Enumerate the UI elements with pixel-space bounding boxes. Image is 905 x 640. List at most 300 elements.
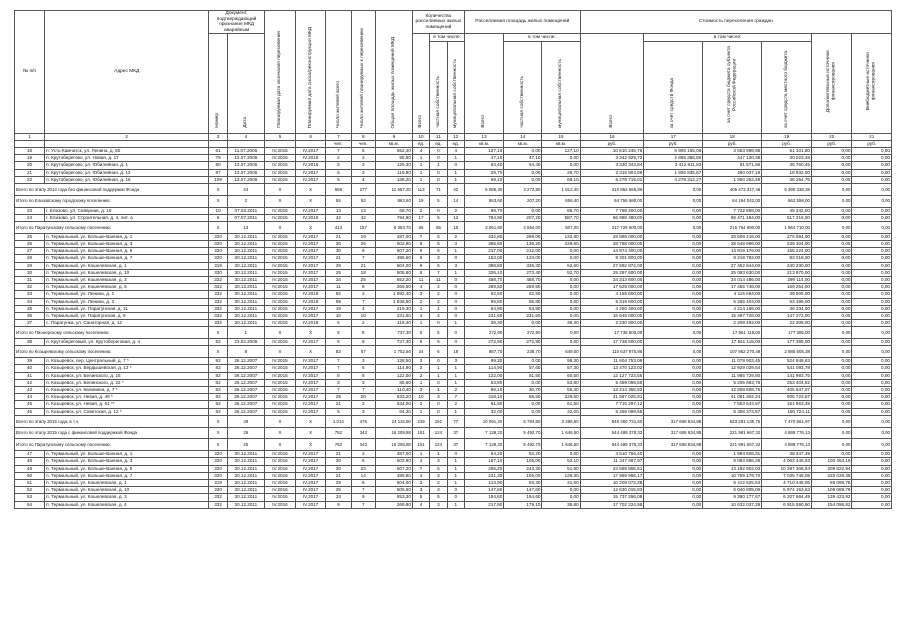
table-cell: 147,60: [464, 487, 503, 494]
table-cell: 13 182 902,03: [703, 465, 762, 472]
unit-cell: чел.: [351, 140, 375, 147]
table-cell: IV.2016: [296, 162, 326, 169]
subtotal-cell: 161: [412, 427, 429, 439]
table-row: [15, 451, 892, 458]
subtotal-cell: 413: [326, 221, 351, 233]
subtotal-cell: X: [264, 346, 295, 358]
subtotal-row: [15, 439, 892, 451]
table-cell: 552,40: [375, 147, 412, 154]
subtotal-cell: 5: [430, 195, 447, 207]
subtotal-cell: 887,70: [464, 346, 503, 358]
table-cell: 29,70: [464, 169, 503, 176]
table-cell: 505 723,67: [762, 394, 812, 401]
subtotal-cell: 16 208,88: [375, 439, 412, 451]
table-cell: 25: [326, 487, 351, 494]
table-cell: 11 347 487,97: [580, 458, 644, 465]
table-cell: 30.12.2011: [227, 494, 264, 501]
column-number-cell: 19: [762, 133, 812, 140]
table-row: [15, 458, 892, 465]
table-cell: 365,80: [464, 240, 503, 247]
table-cell: 8: [326, 339, 351, 346]
address-cell: п. Термальный, ул. Кошелевская, д. 10: [45, 269, 209, 276]
table-cell: 7: [447, 394, 464, 401]
table-cell: 0,00: [811, 277, 851, 284]
table-cell: 23: [15, 207, 45, 214]
unit-cell: руб.: [852, 140, 892, 147]
table-cell: 5: [412, 339, 429, 346]
table-cell: 25: [326, 394, 351, 401]
table-cell: 47,10: [464, 155, 503, 162]
table-cell: 25: [351, 240, 375, 247]
table-cell: 20: [15, 162, 45, 169]
table-cell: 23.03.2006: [227, 339, 264, 346]
table-cell: 0: [447, 291, 464, 298]
subtotal-cell: X: [264, 195, 295, 207]
table-cell: 1 993 806,31: [703, 451, 762, 458]
table-cell: 0,00: [644, 248, 703, 255]
table-cell: 0,00: [644, 262, 703, 269]
subtotal-cell: 523 281 135,75: [703, 415, 762, 427]
table-cell: 1: [412, 320, 429, 327]
table-cell: 11: [412, 277, 429, 284]
table-cell: 0,00: [811, 233, 851, 240]
subtotal-cell: 65: [412, 221, 429, 233]
table-cell: 320: [209, 458, 228, 465]
table-cell: 0: [447, 284, 464, 291]
subtotal-cell: 863,60: [464, 195, 503, 207]
table-cell: 109: [209, 176, 228, 183]
table-cell: 2 230 800,00: [580, 320, 644, 327]
table-cell: 85,60: [375, 379, 412, 386]
table-cell: 69,10: [542, 176, 580, 183]
table-cell: 62,50: [504, 291, 542, 298]
table-cell: 7: [351, 487, 375, 494]
subtotal-label: Всего по этапу 2015 года, в т.ч.: [15, 415, 209, 427]
table-cell: 320: [209, 248, 228, 255]
table-cell: 3: [430, 487, 447, 494]
table-cell: 231,60: [504, 313, 542, 320]
col-header-cost-total: Всего: [580, 34, 644, 133]
table-cell: IV.2017: [296, 465, 326, 472]
table-cell: 0,00: [644, 494, 703, 501]
table-cell: 29: [326, 480, 351, 487]
table-cell: 3: [412, 358, 429, 365]
table-cell: 50: [15, 472, 45, 479]
address-cell: с. Паратунка, ул. Санаторная, д. 12: [45, 320, 209, 327]
table-cell: 6: [430, 248, 447, 255]
table-cell: 4: [412, 458, 429, 465]
subtotal-cell: X: [209, 439, 228, 451]
address-cell: п. Термальный, ул. Больше-Банная, д. 5: [45, 248, 209, 255]
table-cell: 0: [447, 305, 464, 312]
subtotal-cell: 124: [430, 427, 447, 439]
table-cell: 12 630 015,83: [580, 487, 644, 494]
table-cell: 147 272,00: [762, 313, 812, 320]
table-cell: 4: [412, 147, 429, 154]
subtotal-cell: 2 554,00: [504, 221, 542, 233]
table-cell: IV.2017: [296, 408, 326, 415]
table-cell: 231,60: [464, 313, 503, 320]
subtotal-cell: 152: [430, 415, 447, 427]
table-cell: 269,50: [464, 284, 503, 291]
subtotal-label: Всего по этапу 2014 года без финансовой поддержки Фонда: [15, 183, 209, 195]
subtotal-row: [15, 195, 892, 207]
subtotal-cell: 5 492,70: [504, 427, 542, 439]
table-cell: 4: [351, 176, 375, 183]
table-cell: 34: [15, 298, 45, 305]
table-cell: 0,00: [852, 298, 892, 305]
address-cell: п. Козыревск, ул. Невая, д. 49 *: [45, 394, 209, 401]
subtotal-cell: X: [264, 439, 295, 451]
table-cell: IV.2016: [264, 451, 295, 458]
subtotal-cell: 24 115,90: [375, 415, 412, 427]
table-cell: IV.2017: [296, 487, 326, 494]
table-cell: 320: [209, 233, 228, 240]
col-header-cost-region: за счет средств бюджета субъекта Российской Федерации: [703, 41, 762, 133]
table-cell: IV.2017: [296, 305, 326, 312]
table-cell: 1: [430, 305, 447, 312]
address-cell: г. Елизово, ул. Строительная, д. 4, лит. а: [45, 214, 209, 221]
table-cell: 6: [430, 262, 447, 269]
address-cell: п. Крутоберегово, ул. Юбилейная, д. 12: [45, 169, 209, 176]
subtotal-row: [15, 183, 892, 195]
table-cell: 138,50: [375, 358, 412, 365]
table-cell: 0,00: [852, 465, 892, 472]
table-cell: 332: [209, 298, 228, 305]
table-cell: 26.12.2007: [227, 408, 264, 415]
col-header-doc-date: Дата: [227, 34, 264, 133]
subtotal-cell: 18: [447, 346, 464, 358]
table-cell: 273,40: [504, 269, 542, 276]
table-cell: 0: [447, 487, 464, 494]
subtotal-cell: 405 472 317,48: [703, 183, 762, 195]
subtotal-row: [15, 415, 892, 427]
subtotal-cell: 4 888 776,13: [762, 427, 812, 439]
table-cell: 7: [326, 147, 351, 154]
table-cell: 26.12.2007: [227, 365, 264, 372]
subtotal-cell: 8: [351, 327, 375, 339]
table-cell: 405 547,07: [762, 387, 812, 394]
table-cell: 6: [430, 465, 447, 472]
table-cell: 13.07.2006: [227, 176, 264, 183]
table-cell: 157,10: [464, 458, 503, 465]
column-number-cell: 11: [430, 133, 447, 140]
table-cell: 505,60: [375, 487, 412, 494]
table-cell: 0,00: [811, 169, 851, 176]
table-cell: 194,60: [504, 494, 542, 501]
table-cell: 30: [326, 248, 351, 255]
subtotal-cell: 0,00: [811, 195, 851, 207]
table-row: [15, 207, 892, 214]
subtotal-cell: X: [296, 415, 326, 427]
table-cell: 38,30: [464, 320, 503, 327]
table-cell: 219,30: [375, 305, 412, 312]
unit-cell: кв.м.: [375, 140, 412, 147]
subtotal-cell: X: [209, 327, 228, 339]
table-cell: 150 724,11: [762, 408, 812, 415]
table-cell: 0,00: [852, 233, 892, 240]
subtotal-cell: 1 964 710,00: [762, 221, 812, 233]
table-cell: 17: [412, 214, 429, 221]
table-cell: 23 689 855,51: [580, 465, 644, 472]
table-cell: 3: [326, 379, 351, 386]
table-cell: IV.2017: [296, 169, 326, 176]
table-cell: IV.2015: [264, 248, 295, 255]
subtotal-cell: X: [264, 327, 295, 339]
table-cell: 92: [326, 291, 351, 298]
table-cell: 336,30: [504, 262, 542, 269]
table-cell: 30.12.2011: [227, 313, 264, 320]
table-cell: 0,00: [852, 451, 892, 458]
table-cell: 22: [15, 176, 45, 183]
table-cell: 0,00: [542, 155, 580, 162]
address-cell: п. Термальный, ул. Кошелевская, д. 3: [45, 277, 209, 284]
table-cell: 0,00: [811, 262, 851, 269]
table-cell: 5 266 404,00: [703, 298, 762, 305]
subtotal-cell: 0: [447, 327, 464, 339]
table-cell: 0,00: [504, 408, 542, 415]
table-cell: 2: [351, 401, 375, 408]
table-cell: 0,00: [811, 305, 851, 312]
table-cell: 0,00: [542, 162, 580, 169]
table-cell: 231,60: [375, 313, 412, 320]
table-cell: 1: [430, 365, 447, 372]
table-cell: 0,00: [542, 487, 580, 494]
table-cell: 2: [447, 387, 464, 394]
table-cell: 1: [412, 305, 429, 312]
column-number-cell: 12: [447, 133, 464, 140]
address-cell: п. Термальный, ул. Паратунская, д. 6: [45, 313, 209, 320]
column-number-cell: 8: [351, 133, 375, 140]
table-cell: 13: [326, 207, 351, 214]
subtotal-cell: X: [264, 221, 295, 233]
table-cell: 229,60: [542, 394, 580, 401]
table-cell: 0,00: [811, 372, 851, 379]
table-cell: 0: [430, 358, 447, 365]
table-cell: 4: [412, 284, 429, 291]
table-cell: 127,10: [464, 147, 503, 154]
table-cell: 653,30: [375, 494, 412, 501]
table-cell: 0: [447, 339, 464, 346]
table-cell: IV.2017: [296, 255, 326, 262]
table-cell: 319: [209, 262, 228, 269]
table-cell: 0,00: [811, 394, 851, 401]
table-cell: 27: [15, 248, 45, 255]
table-cell: 2: [447, 233, 464, 240]
address-cell: п. Крутоберeговый, ул. Крутоберeговая, д. 4: [45, 339, 209, 346]
table-cell: 0,00: [852, 277, 892, 284]
table-cell: 0: [430, 147, 447, 154]
table-cell: 207,20: [504, 214, 542, 221]
col-header-rooms-total: Всего: [412, 34, 429, 133]
table-cell: 133,80: [542, 233, 580, 240]
table-cell: 5 308 374,57: [703, 408, 762, 415]
table-cell: 15 737 266,08: [580, 494, 644, 501]
table-cell: 0: [430, 176, 447, 183]
table-cell: 0,00: [644, 379, 703, 386]
table-cell: 61,50: [464, 401, 503, 408]
table-cell: 1: [430, 451, 447, 458]
table-cell: 0,00: [852, 248, 892, 255]
table-cell: IV.2015: [264, 320, 295, 327]
table-cell: 7 722 858,00: [703, 207, 762, 214]
table-cell: 0,00: [852, 379, 892, 386]
subtotal-cell: 0,00: [644, 183, 703, 195]
address-cell: п. Термальный, ул. Больше-Банная, д. 1: [45, 233, 209, 240]
subtotal-cell: 2: [227, 195, 264, 207]
table-cell: 1: [412, 162, 429, 169]
subtotal-cell: 17 561 115,00: [703, 327, 762, 339]
table-cell: 1: [447, 169, 464, 176]
column-number-cell: 3: [209, 133, 228, 140]
subtotal-cell: 10: [447, 221, 464, 233]
table-cell: 28 609 416,00: [703, 233, 762, 240]
table-cell: 4 063 445,53: [762, 458, 812, 465]
subtotal-cell: 8: [227, 346, 264, 358]
subtotal-cell: X: [209, 427, 228, 439]
table-cell: 217,90: [464, 501, 503, 508]
table-cell: 35 760,45: [762, 162, 812, 169]
table-cell: 21: [15, 169, 45, 176]
subtotal-row: [15, 346, 892, 358]
table-cell: 7: [351, 298, 375, 305]
table-cell: 5: [351, 458, 375, 465]
table-cell: IV.2015: [264, 313, 295, 320]
table-cell: 0,00: [852, 408, 892, 415]
table-cell: IV.2016: [296, 214, 326, 221]
subtotal-cell: 8: [326, 327, 351, 339]
subtotal-row: [15, 221, 892, 233]
table-cell: 0,00: [852, 176, 892, 183]
table-cell: 32,00: [464, 408, 503, 415]
table-cell: 122,00: [464, 372, 503, 379]
table-cell: IV.2017: [296, 262, 326, 269]
table-cell: 231,30: [464, 472, 503, 479]
table-row: [15, 465, 892, 472]
unit-cell: ед.: [412, 140, 429, 147]
subtotal-cell: X: [296, 221, 326, 233]
table-cell: 269,50: [375, 284, 412, 291]
table-cell: 2: [351, 320, 375, 327]
table-cell: 53,80: [464, 379, 503, 386]
subtotal-cell: 37: [447, 427, 464, 439]
table-cell: 318,10: [464, 394, 503, 401]
table-cell: 8 218 782,00: [703, 255, 762, 262]
unit-cell: [209, 140, 228, 147]
table-cell: 32: [15, 284, 45, 291]
table-cell: 21: [351, 262, 375, 269]
table-cell: 13 214 355,82: [580, 387, 644, 394]
table-cell: 0,00: [504, 207, 542, 214]
table-cell: 2: [430, 298, 447, 305]
subtotal-cell: 19: [412, 195, 429, 207]
subtotal-cell: 5 390 338,38: [762, 183, 812, 195]
table-cell: 7: [326, 387, 351, 394]
table-cell: 0,00: [504, 401, 542, 408]
unit-cell: ед.: [430, 140, 447, 147]
table-cell: 17 625 000,00: [580, 284, 644, 291]
table-cell: 114,90: [464, 365, 503, 372]
subtotal-cell: 1 646,50: [542, 427, 580, 439]
col-header-doc-number: Номер: [209, 34, 228, 133]
subtotal-cell: 5: [412, 327, 429, 339]
table-cell: IV.2017: [296, 207, 326, 214]
address-cell: п. Усть-Камчатск, ул. Ленина, д. 80: [45, 147, 209, 154]
table-cell: IV.2015: [264, 255, 295, 262]
table-row: [15, 501, 892, 508]
table-cell: 8: [326, 372, 351, 379]
table-cell: 17 561 115,00: [703, 339, 762, 346]
table-cell: 57,30: [542, 365, 580, 372]
table-cell: 136,20: [504, 240, 542, 247]
unit-cell: кв.м.: [464, 140, 503, 147]
table-cell: IV.2016: [264, 472, 295, 479]
table-cell: 30,70: [504, 387, 542, 394]
table-cell: IV.2017: [296, 240, 326, 247]
subtotal-cell: 2 685 605,38: [762, 346, 812, 358]
subtotal-cell: 42: [447, 183, 464, 195]
table-cell: 0,00: [811, 214, 851, 221]
subtotal-cell: 221 991 667,32: [703, 439, 762, 451]
col-header-cost: Стоимость переселения граждан: [580, 11, 891, 34]
table-cell: 1: [447, 472, 464, 479]
table-cell: 0,00: [852, 313, 892, 320]
col-header-cost-extra: Дополнительные источники финансирования: [811, 34, 851, 133]
table-cell: 127,10: [542, 147, 580, 154]
subtotal-cell: 14: [447, 195, 464, 207]
table-row: [15, 214, 892, 221]
table-cell: 0,00: [542, 255, 580, 262]
table-cell: 30.12.2011: [227, 284, 264, 291]
subtotal-cell: 0,00: [852, 415, 892, 427]
subtotal-cell: 507,00: [542, 221, 580, 233]
table-cell: 9: [326, 501, 351, 508]
table-cell: 4: [412, 472, 429, 479]
table-row: [15, 155, 892, 162]
table-cell: IV.2016: [264, 480, 295, 487]
subtotal-cell: 207,20: [504, 195, 542, 207]
table-cell: 2: [351, 291, 375, 298]
subtotal-cell: 64 756 680,00: [580, 195, 644, 207]
table-cell: 5: [412, 494, 429, 501]
table-cell: 28 548 996,00: [703, 240, 762, 247]
table-cell: 56 471 184,00: [703, 214, 762, 221]
column-number-cell: 13: [464, 133, 503, 140]
table-cell: 0,00: [811, 339, 851, 346]
table-cell: 0,00: [644, 277, 703, 284]
table-cell: IV.2016: [296, 155, 326, 162]
table-cell: 10: [326, 313, 351, 320]
table-cell: 30 023,48: [762, 155, 812, 162]
table-cell: 3: [351, 358, 375, 365]
table-cell: 17 969 956,17: [580, 472, 644, 479]
table-cell: 39: [15, 358, 45, 365]
table-cell: 105,00: [504, 472, 542, 479]
table-cell: 2: [430, 291, 447, 298]
subtotal-cell: 26: [227, 427, 264, 439]
table-cell: 652,20: [375, 277, 412, 284]
table-cell: 26.12.2007: [227, 379, 264, 386]
table-cell: 0,00: [542, 313, 580, 320]
table-cell: 0,00: [644, 240, 703, 247]
subtotal-cell: X: [209, 195, 228, 207]
table-cell: 243,30: [504, 465, 542, 472]
table-cell: 0,00: [852, 480, 892, 487]
address-cell: п. Козыревск, ул. Калинина, д. 7 *: [45, 387, 209, 394]
table-cell: 0,00: [644, 320, 703, 327]
subtotal-cell: 544 489 378,33: [580, 427, 644, 439]
table-cell: 21: [326, 451, 351, 458]
